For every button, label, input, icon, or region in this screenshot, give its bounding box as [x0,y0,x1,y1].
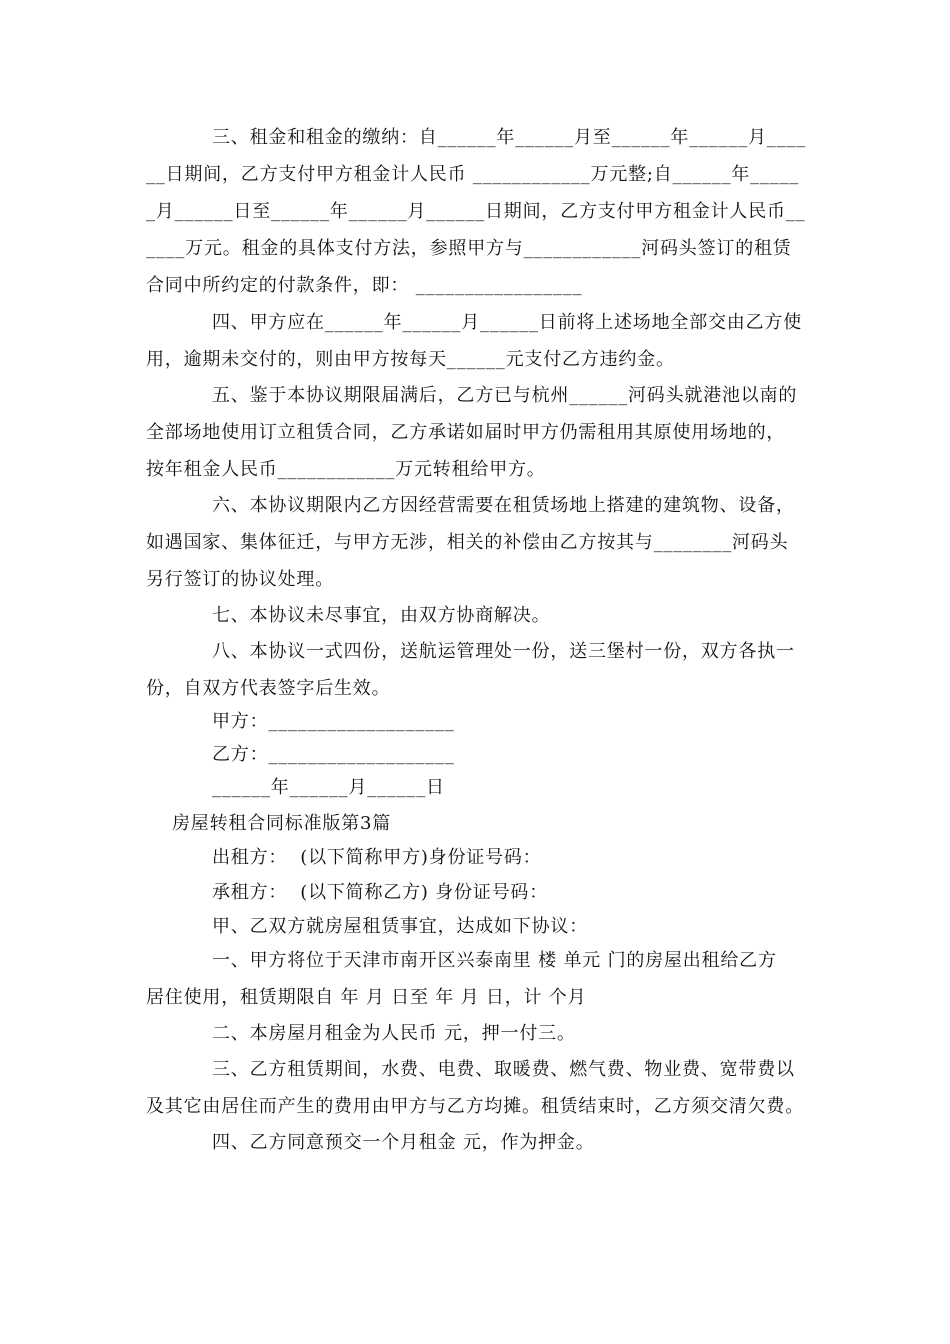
clause-6-line-1: 六、本协议期限内乙方因经营需要在租赁场地上搭建的建筑物、设备， [212,495,795,516]
party-b-signature: 乙方：___________________ [212,744,455,765]
agreement-intro: 甲、乙双方就房屋租赁事宜，达成如下协议： [212,916,588,937]
lease-clause-3-line-1: 三、乙方租赁期间，水费、电费、取暖费、燃气费、物业费、宽带费以 [212,1059,795,1080]
clause-6-line-3: 另行签订的协议处理。 [146,569,334,590]
lease-clause-3-line-2: 及其它由居住而产生的费用由甲方与乙方均摊。租赁结束时，乙方须交清欠费。 [146,1096,804,1117]
clause-5-line-2: 全部场地使用订立租赁合同，乙方承诺如届时甲方仍需租用其原使用场地的， [146,422,786,443]
lessor-line: 出租方： (以下简称甲方)身份证号码： [212,847,542,868]
clause-5-line-3: 按年租金人民币____________万元转租给甲方。 [146,459,546,480]
lease-clause-1-line-1: 一、甲方将位于天津市南开区兴泰南里 楼 单元 门的房屋出租给乙方 [212,950,777,971]
signature-date: ______年______月______日 [212,777,445,798]
clause-8-line-2: 份，自双方代表签字后生效。 [146,678,391,699]
section-title: 房屋转租合同标准版第3篇 [172,813,392,834]
clause-6-line-2: 如遇国家、集体征迁，与甲方无涉，相关的补偿由乙方按其与________河码头 [146,532,789,553]
lease-clause-1-line-2: 居住使用，租赁期限自 年 月 日至 年 月 日，计 个月 [146,987,587,1008]
clause-3-line-2: __日期间，乙方支付甲方租金计人民币 ____________万元整;自______年_____ [146,164,800,185]
clause-3-line-5: 合同中所约定的付款条件，即： _________________ [146,275,583,296]
lessee-line: 承租方： (以下简称乙方) 身份证号码： [212,882,549,903]
clause-3-line-1: 三、租金和租金的缴纳：自______年______月至______年______月____ [212,127,806,148]
party-a-signature: 甲方：___________________ [212,711,455,732]
lease-clause-4-line-1: 四、乙方同意预交一个月租金 元，作为押金。 [212,1132,595,1153]
clause-7-line-1: 七、本协议未尽事宜，由双方协商解决。 [212,605,551,626]
clause-4-line-2: 用，逾期未交付的，则由甲方按每天______元支付乙方违约金。 [146,349,675,370]
clause-8-line-1: 八、本协议一式四份，送航运管理处一份，送三堡村一份，双方各执一 [212,641,795,662]
clause-4-line-1: 四、甲方应在______年______月______日前将上述场地全部交由乙方使 [212,312,802,333]
clause-3-line-3: _月______日至______年______月______日期间，乙方支付甲方租金计人民币__ [146,201,806,222]
clause-3-line-4: ____万元。租金的具体支付方法，参照甲方与____________河码头签订的租赁 [146,238,792,259]
clause-5-line-1: 五、鉴于本协议期限届满后，乙方已与杭州______河码头就港池以南的 [212,385,798,406]
lease-clause-2-line-1: 二、本房屋月租金为人民币 元，押一付三。 [212,1023,576,1044]
